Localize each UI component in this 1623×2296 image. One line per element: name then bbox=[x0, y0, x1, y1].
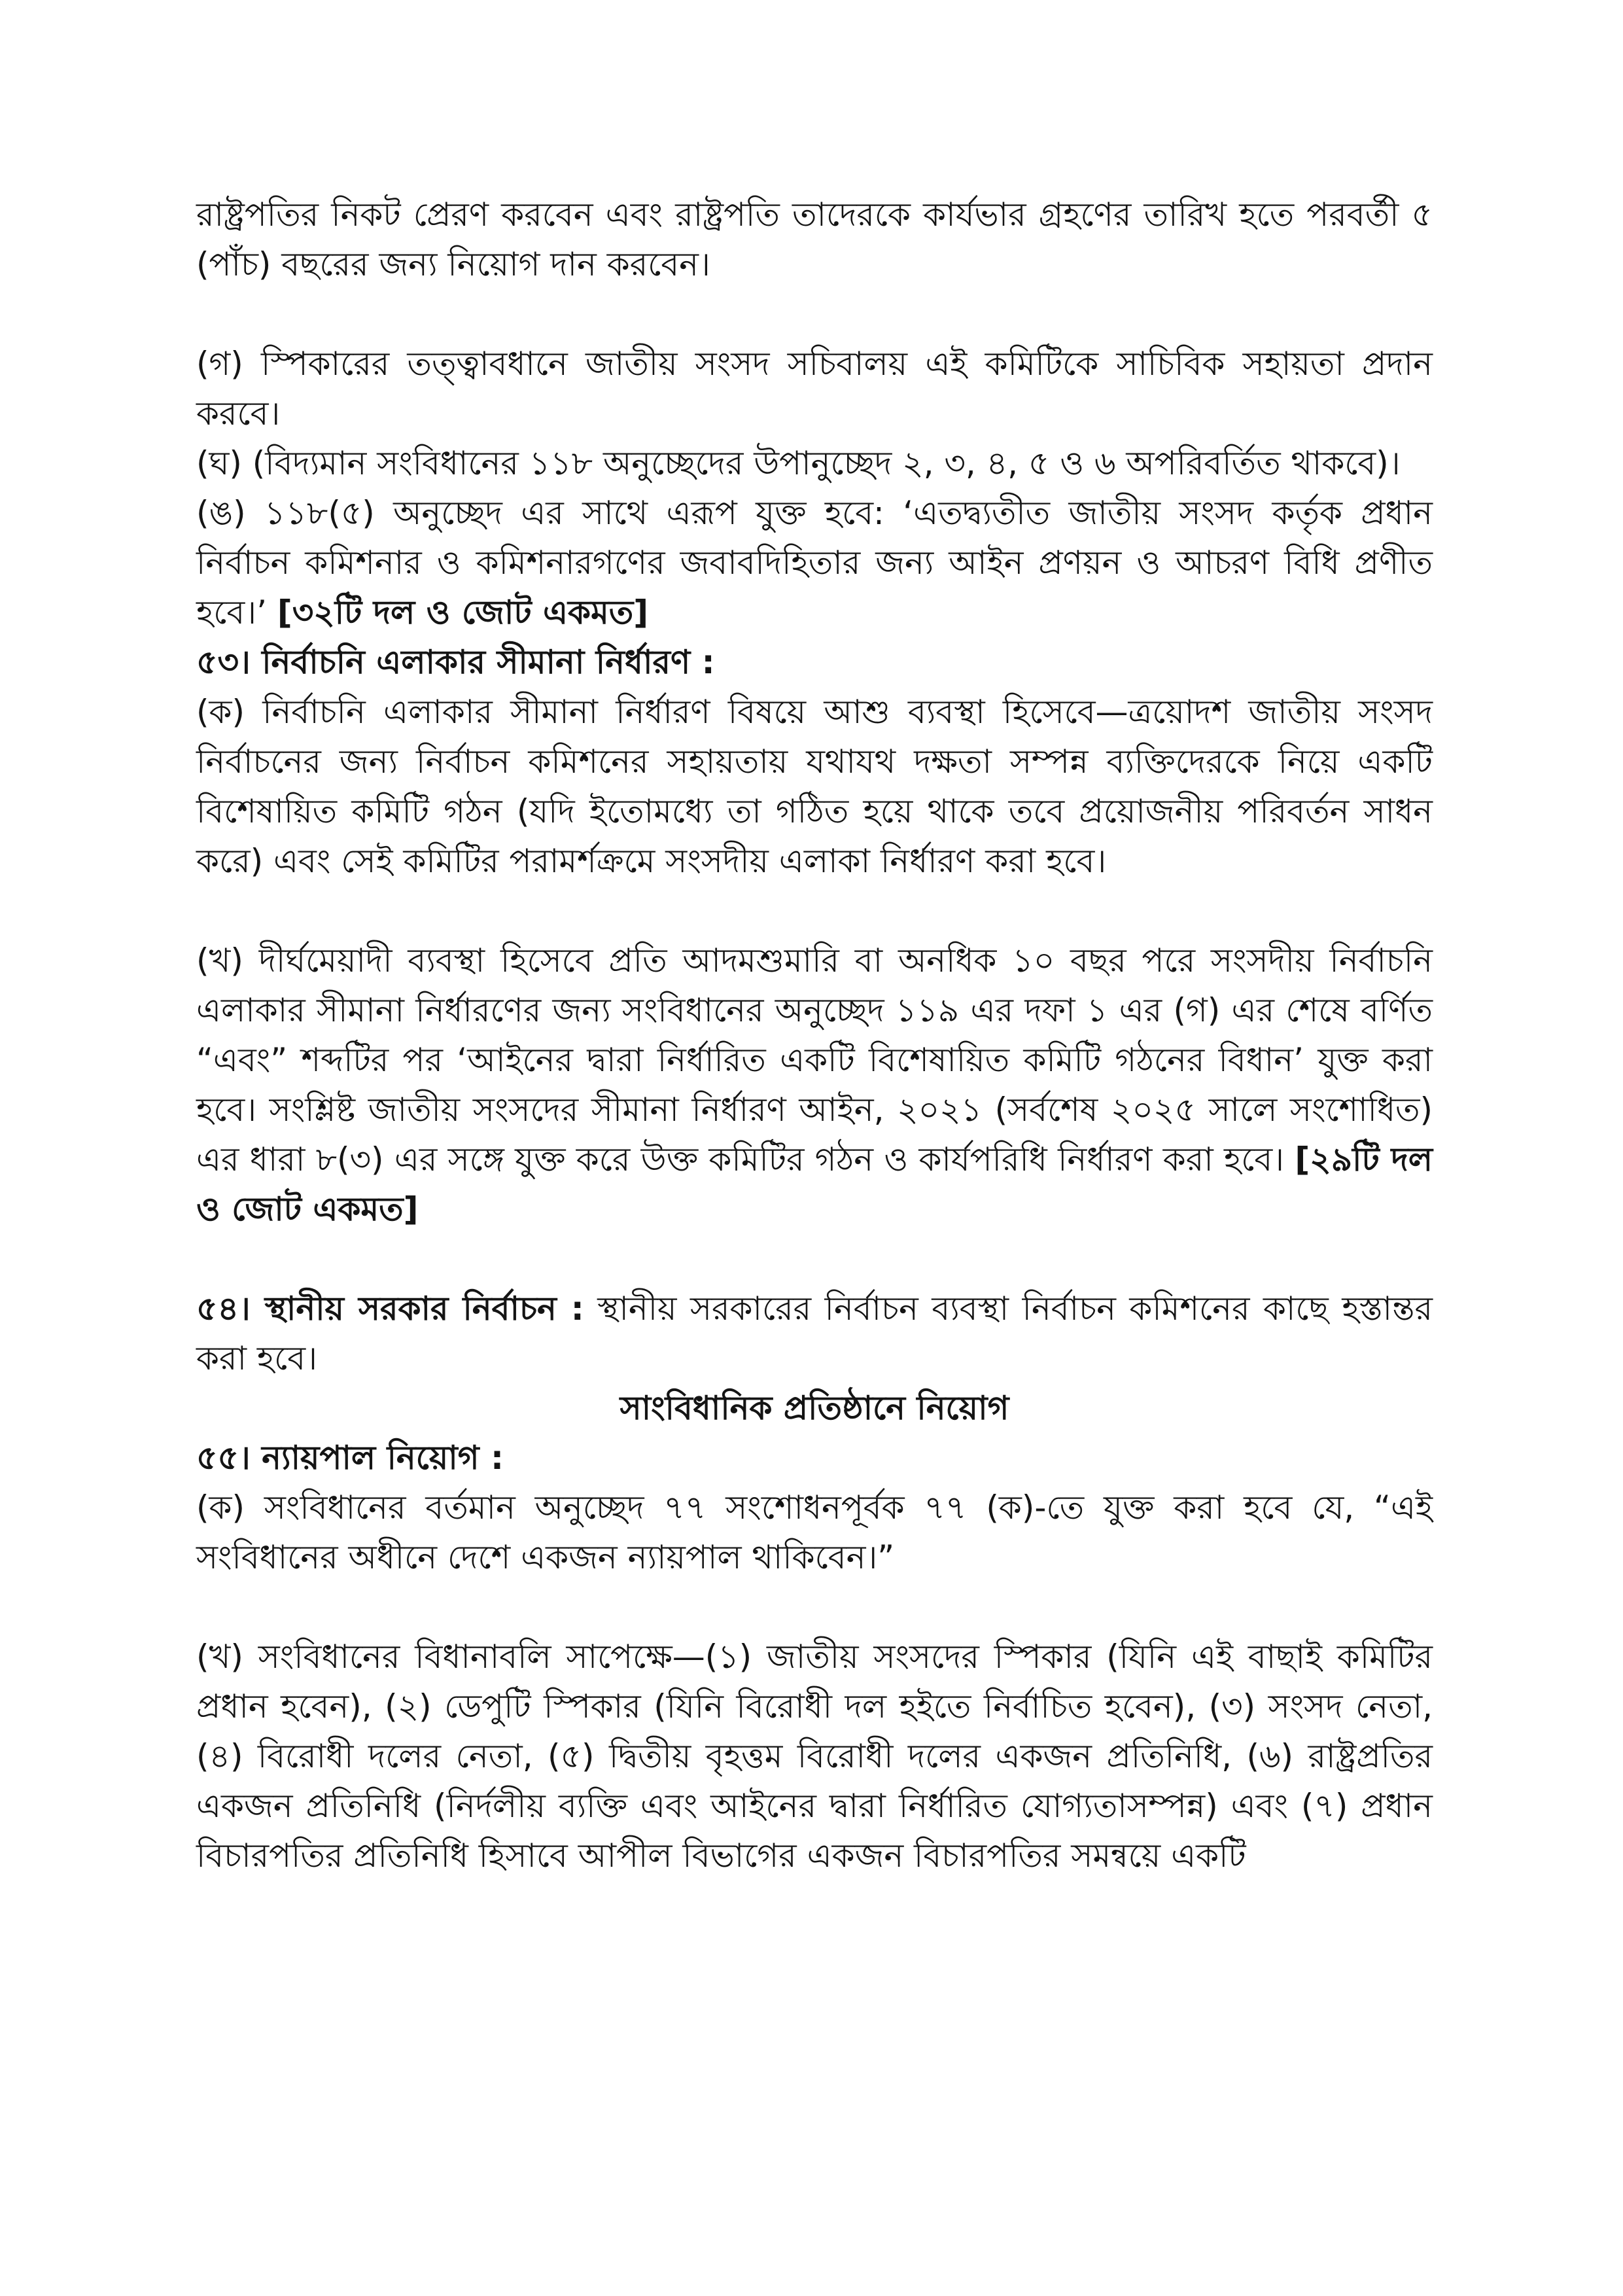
clause-54-text: স্থানীয় সরকারের নির্বাচন ব্যবস্থা নির্বাচন কমিশনের কাছে হস্তান্তর করা হবে। bbox=[196, 1290, 1433, 1377]
clause-55-ka: (ক) সংবিধানের বর্তমান অনুচ্ছেদ ৭৭ সংশোধনপূর্বক ৭৭ (ক)-তে যুক্ত করা হবে যে, “এই সংবিধানের অধীনে দেশে একজন ন্যায়পাল থাকিবেন।” bbox=[196, 1489, 1433, 1576]
clause-gha: (ঘ) (বিদ্যমান সংবিধানের ১১৮ অনুচ্ছেদের উপানুচ্ছেদ ২, ৩, ৪, ৫ ও ৬ অপরিবর্তিত থাকবে)। bbox=[196, 444, 1401, 482]
clause-53-ka: (ক) নির্বাচনি এলাকার সীমানা নির্ধারণ বিষয়ে আশু ব্যবস্থা হিসেবে—ত্রয়োদশ জাতীয় সংসদ নির্বাচনের জন্য নির্বাচন কমিশনের সহায়তায় যথাযথ দক্ষতা সম্পন্ন ব্যক্তিদেরকে নিয়ে একটি বিশেষায়িত কমিটি গঠন (যদি ইতোমধ্যে তা গঠিত হয়ে থাকে তবে প্রয়োজনীয় পরিবর্তন সাধন করে) এবং সেই কমিটির পরামর্শক্রমে সংসদীয় এলাকা নির্ধারণ করা হবে। bbox=[196, 693, 1433, 880]
heading-54: ৫৪। স্থানীয় সরকার নির্বাচন : bbox=[196, 1290, 584, 1328]
heading-53: ৫৩। নির্বাচনি এলাকার সীমানা নির্ধারণ : bbox=[196, 643, 715, 681]
clause-54 bbox=[196, 1284, 1433, 1383]
clause-umo-text: (ঙ) ১১৮(৫) অনুচ্ছেদ এর সাথে এরূপ যুক্ত হবে: ‘এতদ্ব্যতীত জাতীয় সংসদ কর্তৃক প্রধান নির্বাচন কমিশনার ও কমিশনারগণের জবাবদিহিতার জন্য আইন প্রণয়ন ও আচরণ বিধি প্রণীত হবে।’ bbox=[196, 494, 1433, 631]
paragraph-continuation: রাষ্ট্রপতির নিকট প্রেরণ করবেন এবং রাষ্ট্রপতি তাদেরকে কার্যভার গ্রহণের তারিখ হতে পরবর্তী ৫ (পাঁচ) বছরের জন্য নিয়োগ দান করবেন। bbox=[196, 196, 1433, 283]
clause-55-kha: (খ) সংবিধানের বিধানাবলি সাপেক্ষে—(১) জাতীয় সংসদের স্পিকার (যিনি এই বাছাই কমিটির প্রধান হবেন), (২) ডেপুটি স্পিকার (যিনি বিরোধী দল হইতে নির্বাচিত হবেন), (৩) সংসদ নেতা, (৪) বিরোধী দলের নেতা, (৫) দ্বিতীয় বৃহত্তম বিরোধী দলের একজন প্রতিনিধি, (৬) রাষ্ট্রপ্রতির একজন প্রতিনিধি (নির্দলীয় ব্যক্তি এবং আইনের দ্বারা নির্ধারিত যোগ্যতাসম্পন্ন) এবং (৭) প্রধান বিচারপতির প্রতিনিধি হিসাবে আপীল বিভাগের একজন বিচারপতির সমন্বয়ে একটি bbox=[196, 1638, 1433, 1875]
document-page bbox=[196, 190, 1433, 1881]
consensus-note-29: [২৯টি দল ও জোট একমত] bbox=[196, 1140, 1433, 1228]
clause-53-kha bbox=[196, 936, 1433, 1234]
heading-55: ৫৫। ন্যায়পাল নিয়োগ : bbox=[196, 1439, 504, 1477]
clause-53-kha-text: (খ) দীর্ঘমেয়াদী ব্যবস্থা হিসেবে প্রতি আদমশুমারি বা অনধিক ১০ বছর পরে সংসদীয় নির্বাচনি এলাকার সীমানা নির্ধারণের জন্য সংবিধানের অনুচ্ছেদ ১১৯ এর দফা ১ এর (গ) এর শেষে বর্ণিত “এবং” শব্দটির পর ‘আইনের দ্বারা নির্ধারিত একটি বিশেষায়িত কমিটি গঠনের বিধান’ যুক্ত করা হবে। সংশ্লিষ্ট জাতীয় সংসদের সীমানা নির্ধারণ আইন, ২০২১ (সর্বশেষ ২০২৫ সালে সংশোধিত) এর ধারা ৮(৩) এর সঙ্গে যুক্ত করে উক্ত কমিটির গঠন ও কার্যপরিধি নির্ধারণ করা হবে। bbox=[196, 942, 1433, 1178]
section-title: সাংবিধানিক প্রতিষ্ঠানে নিয়োগ bbox=[620, 1389, 1009, 1427]
clause-umo bbox=[196, 488, 1433, 637]
consensus-note-32: [৩২টি দল ও জোট একমত] bbox=[277, 593, 649, 631]
clause-ga: (গ) স্পিকারের তত্ত্বাবধানে জাতীয় সংসদ সচিবালয় এই কমিটিকে সাচিবিক সহায়তা প্রদান করবে। bbox=[196, 345, 1433, 433]
